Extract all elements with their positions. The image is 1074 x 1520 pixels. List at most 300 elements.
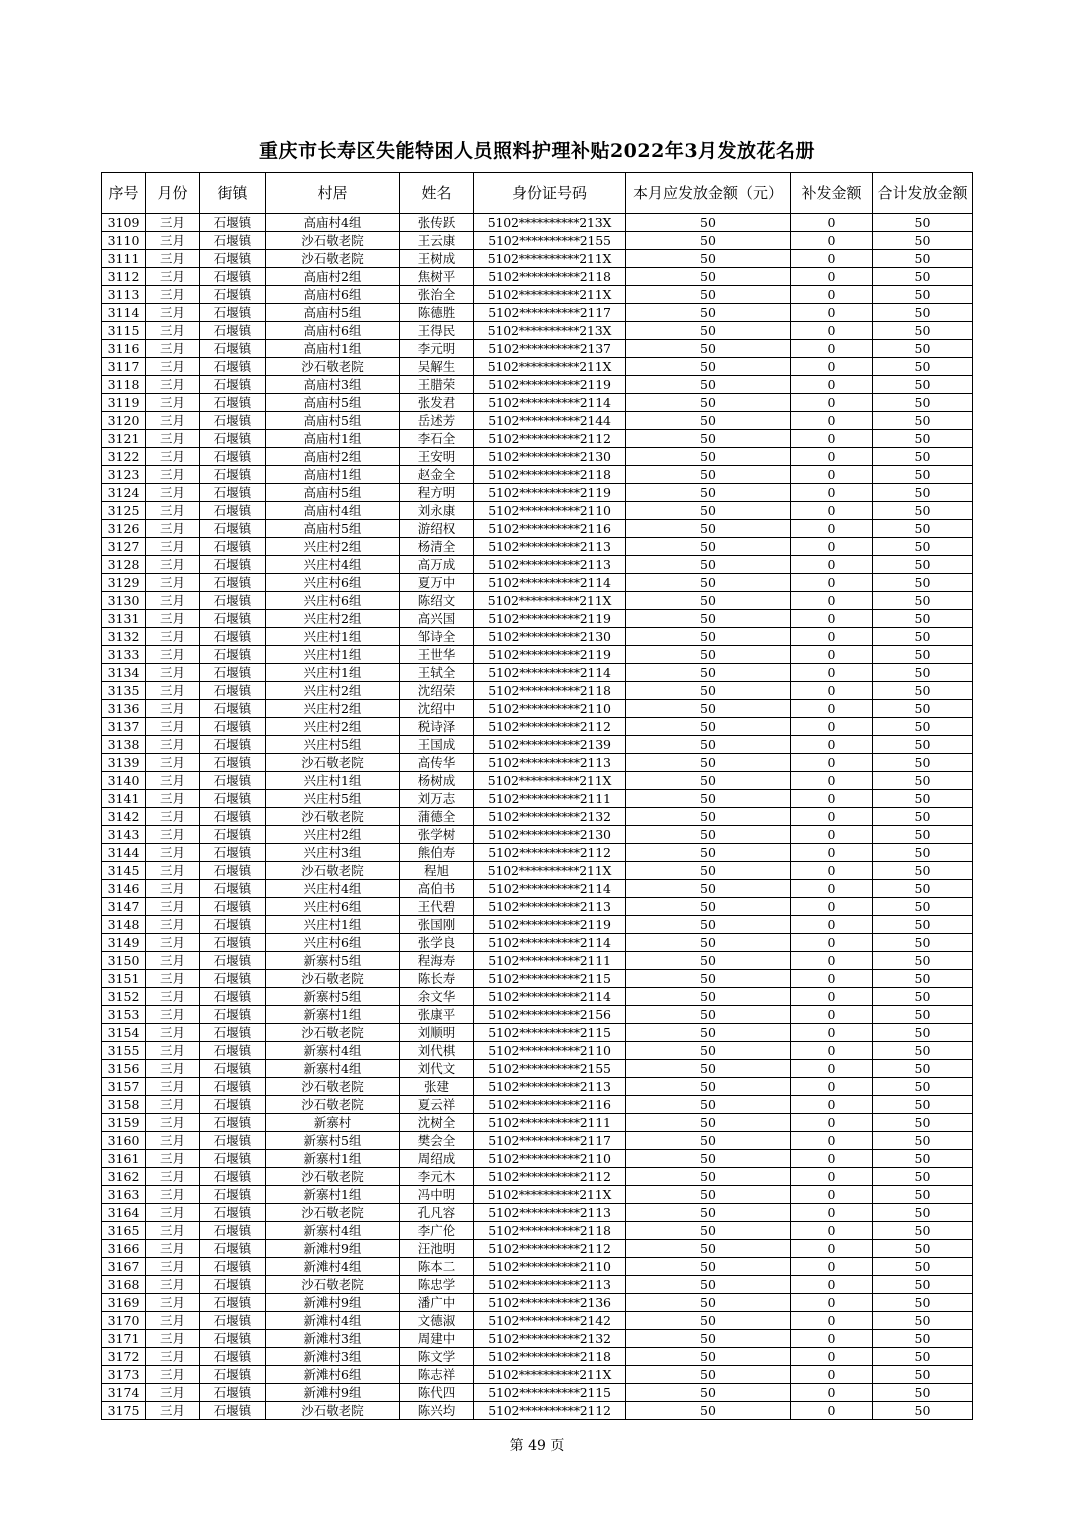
cell-supplement-amount: 0 xyxy=(791,1042,873,1060)
table-row xyxy=(102,1240,973,1258)
cell-monthly-amount: 50 xyxy=(626,466,791,484)
cell-supplement-amount: 0 xyxy=(791,502,873,520)
cell-town: 石堰镇 xyxy=(200,394,266,412)
cell-town: 石堰镇 xyxy=(200,736,266,754)
cell-town: 石堰镇 xyxy=(200,412,266,430)
cell-id-number: 5102**********2130 xyxy=(474,826,626,844)
cell-village: 沙石敬老院 xyxy=(266,1204,400,1222)
cell-name: 余文华 xyxy=(400,988,474,1006)
cell-village: 兴庄村6组 xyxy=(266,934,400,952)
cell-name: 李广伦 xyxy=(400,1222,474,1240)
cell-town: 石堰镇 xyxy=(200,1096,266,1114)
table-row xyxy=(102,1348,973,1366)
cell-id-number: 5102**********2111 xyxy=(474,790,626,808)
cell-total-amount: 50 xyxy=(873,412,973,430)
cell-supplement-amount: 0 xyxy=(791,556,873,574)
cell-name: 张发君 xyxy=(400,394,474,412)
cell-seq: 3173 xyxy=(102,1366,146,1384)
cell-total-amount: 50 xyxy=(873,1078,973,1096)
cell-month: 三月 xyxy=(146,664,200,682)
cell-total-amount: 50 xyxy=(873,1150,973,1168)
cell-supplement-amount: 0 xyxy=(791,1024,873,1042)
table-row xyxy=(102,538,973,556)
cell-town: 石堰镇 xyxy=(200,1078,266,1096)
header-monthly-amount: 本月应发放金额（元） xyxy=(626,173,791,214)
cell-monthly-amount: 50 xyxy=(626,844,791,862)
cell-name: 税诗泽 xyxy=(400,718,474,736)
cell-village: 新滩村9组 xyxy=(266,1294,400,1312)
cell-name: 夏万中 xyxy=(400,574,474,592)
cell-town: 石堰镇 xyxy=(200,1222,266,1240)
table-body xyxy=(102,214,973,1420)
cell-seq: 3127 xyxy=(102,538,146,556)
cell-name: 陈代四 xyxy=(400,1384,474,1402)
cell-seq: 3121 xyxy=(102,430,146,448)
cell-seq: 3111 xyxy=(102,250,146,268)
cell-supplement-amount: 0 xyxy=(791,1186,873,1204)
cell-town: 石堰镇 xyxy=(200,844,266,862)
cell-monthly-amount: 50 xyxy=(626,646,791,664)
cell-total-amount: 50 xyxy=(873,322,973,340)
cell-id-number: 5102**********2113 xyxy=(474,556,626,574)
cell-town: 石堰镇 xyxy=(200,1168,266,1186)
cell-seq: 3137 xyxy=(102,718,146,736)
cell-monthly-amount: 50 xyxy=(626,304,791,322)
cell-monthly-amount: 50 xyxy=(626,952,791,970)
cell-month: 三月 xyxy=(146,646,200,664)
cell-supplement-amount: 0 xyxy=(791,1402,873,1420)
cell-id-number: 5102**********2110 xyxy=(474,1258,626,1276)
cell-village: 沙石敬老院 xyxy=(266,1168,400,1186)
cell-total-amount: 50 xyxy=(873,232,973,250)
cell-village: 兴庄村5组 xyxy=(266,790,400,808)
cell-supplement-amount: 0 xyxy=(791,1366,873,1384)
cell-supplement-amount: 0 xyxy=(791,1384,873,1402)
cell-town: 石堰镇 xyxy=(200,304,266,322)
cell-town: 石堰镇 xyxy=(200,952,266,970)
cell-id-number: 5102**********2119 xyxy=(474,916,626,934)
cell-month: 三月 xyxy=(146,412,200,430)
cell-total-amount: 50 xyxy=(873,268,973,286)
cell-name: 李石全 xyxy=(400,430,474,448)
cell-village: 高庙村2组 xyxy=(266,268,400,286)
cell-village: 高庙村4组 xyxy=(266,214,400,232)
cell-monthly-amount: 50 xyxy=(626,628,791,646)
cell-village: 沙石敬老院 xyxy=(266,250,400,268)
cell-month: 三月 xyxy=(146,1060,200,1078)
cell-monthly-amount: 50 xyxy=(626,484,791,502)
cell-total-amount: 50 xyxy=(873,1294,973,1312)
cell-id-number: 5102**********2114 xyxy=(474,664,626,682)
cell-seq: 3118 xyxy=(102,376,146,394)
cell-village: 兴庄村6组 xyxy=(266,898,400,916)
cell-name: 王安明 xyxy=(400,448,474,466)
cell-town: 石堰镇 xyxy=(200,250,266,268)
cell-village: 新寨村4组 xyxy=(266,1042,400,1060)
cell-seq: 3158 xyxy=(102,1096,146,1114)
cell-monthly-amount: 50 xyxy=(626,394,791,412)
cell-name: 高兴国 xyxy=(400,610,474,628)
cell-supplement-amount: 0 xyxy=(791,1078,873,1096)
cell-name: 熊伯寿 xyxy=(400,844,474,862)
cell-total-amount: 50 xyxy=(873,736,973,754)
cell-month: 三月 xyxy=(146,1240,200,1258)
table-row xyxy=(102,988,973,1006)
cell-month: 三月 xyxy=(146,880,200,898)
cell-name: 张学良 xyxy=(400,934,474,952)
table-row xyxy=(102,214,973,232)
cell-monthly-amount: 50 xyxy=(626,1204,791,1222)
cell-monthly-amount: 50 xyxy=(626,412,791,430)
cell-seq: 3166 xyxy=(102,1240,146,1258)
cell-village: 新滩村3组 xyxy=(266,1330,400,1348)
cell-id-number: 5102**********2117 xyxy=(474,304,626,322)
cell-total-amount: 50 xyxy=(873,916,973,934)
table-row xyxy=(102,1222,973,1240)
cell-total-amount: 50 xyxy=(873,394,973,412)
cell-town: 石堰镇 xyxy=(200,358,266,376)
cell-supplement-amount: 0 xyxy=(791,322,873,340)
cell-town: 石堰镇 xyxy=(200,1204,266,1222)
cell-supplement-amount: 0 xyxy=(791,1348,873,1366)
cell-name: 邹诗全 xyxy=(400,628,474,646)
table-row xyxy=(102,286,973,304)
cell-id-number: 5102**********2113 xyxy=(474,1276,626,1294)
table-row xyxy=(102,412,973,430)
cell-month: 三月 xyxy=(146,250,200,268)
cell-town: 石堰镇 xyxy=(200,574,266,592)
cell-name: 陈德胜 xyxy=(400,304,474,322)
cell-seq: 3156 xyxy=(102,1060,146,1078)
cell-id-number: 5102**********2118 xyxy=(474,682,626,700)
cell-name: 王树成 xyxy=(400,250,474,268)
cell-month: 三月 xyxy=(146,592,200,610)
table-row xyxy=(102,1384,973,1402)
cell-seq: 3171 xyxy=(102,1330,146,1348)
cell-supplement-amount: 0 xyxy=(791,952,873,970)
cell-name: 沈树全 xyxy=(400,1114,474,1132)
cell-seq: 3170 xyxy=(102,1312,146,1330)
cell-supplement-amount: 0 xyxy=(791,1132,873,1150)
cell-seq: 3116 xyxy=(102,340,146,358)
cell-town: 石堰镇 xyxy=(200,826,266,844)
cell-total-amount: 50 xyxy=(873,286,973,304)
table-row xyxy=(102,664,973,682)
table-row xyxy=(102,736,973,754)
cell-village: 兴庄村6组 xyxy=(266,592,400,610)
cell-town: 石堰镇 xyxy=(200,268,266,286)
cell-seq: 3126 xyxy=(102,520,146,538)
cell-monthly-amount: 50 xyxy=(626,862,791,880)
cell-supplement-amount: 0 xyxy=(791,790,873,808)
table-row xyxy=(102,430,973,448)
cell-seq: 3163 xyxy=(102,1186,146,1204)
document-title: 重庆市长寿区失能特困人员照料护理补贴2022年3月发放花名册 xyxy=(258,140,816,162)
cell-month: 三月 xyxy=(146,502,200,520)
cell-monthly-amount: 50 xyxy=(626,322,791,340)
cell-name: 游绍权 xyxy=(400,520,474,538)
cell-supplement-amount: 0 xyxy=(791,340,873,358)
cell-monthly-amount: 50 xyxy=(626,232,791,250)
cell-name: 王世华 xyxy=(400,646,474,664)
cell-seq: 3160 xyxy=(102,1132,146,1150)
cell-month: 三月 xyxy=(146,1348,200,1366)
cell-total-amount: 50 xyxy=(873,808,973,826)
cell-town: 石堰镇 xyxy=(200,898,266,916)
cell-monthly-amount: 50 xyxy=(626,1384,791,1402)
cell-month: 三月 xyxy=(146,448,200,466)
table-row xyxy=(102,304,973,322)
cell-id-number: 5102**********211X xyxy=(474,772,626,790)
cell-town: 石堰镇 xyxy=(200,1312,266,1330)
cell-village: 高庙村2组 xyxy=(266,448,400,466)
cell-month: 三月 xyxy=(146,304,200,322)
cell-id-number: 5102**********211X xyxy=(474,592,626,610)
cell-id-number: 5102**********2110 xyxy=(474,700,626,718)
cell-id-number: 5102**********2130 xyxy=(474,448,626,466)
table-row xyxy=(102,862,973,880)
cell-month: 三月 xyxy=(146,232,200,250)
cell-monthly-amount: 50 xyxy=(626,538,791,556)
cell-id-number: 5102**********2110 xyxy=(474,1150,626,1168)
cell-id-number: 5102**********2114 xyxy=(474,394,626,412)
cell-town: 石堰镇 xyxy=(200,1024,266,1042)
cell-name: 潘广中 xyxy=(400,1294,474,1312)
cell-total-amount: 50 xyxy=(873,682,973,700)
cell-monthly-amount: 50 xyxy=(626,502,791,520)
cell-town: 石堰镇 xyxy=(200,484,266,502)
cell-total-amount: 50 xyxy=(873,1132,973,1150)
cell-village: 兴庄村1组 xyxy=(266,628,400,646)
cell-village: 兴庄村2组 xyxy=(266,610,400,628)
cell-supplement-amount: 0 xyxy=(791,430,873,448)
cell-total-amount: 50 xyxy=(873,250,973,268)
cell-monthly-amount: 50 xyxy=(626,808,791,826)
cell-month: 三月 xyxy=(146,322,200,340)
cell-id-number: 5102**********2119 xyxy=(474,484,626,502)
cell-village: 沙石敬老院 xyxy=(266,1276,400,1294)
cell-town: 石堰镇 xyxy=(200,1132,266,1150)
cell-name: 赵金全 xyxy=(400,466,474,484)
cell-monthly-amount: 50 xyxy=(626,610,791,628)
cell-monthly-amount: 50 xyxy=(626,268,791,286)
cell-month: 三月 xyxy=(146,1186,200,1204)
cell-village: 兴庄村1组 xyxy=(266,916,400,934)
cell-total-amount: 50 xyxy=(873,862,973,880)
table-row xyxy=(102,448,973,466)
table-row xyxy=(102,952,973,970)
cell-id-number: 5102**********2110 xyxy=(474,502,626,520)
cell-monthly-amount: 50 xyxy=(626,772,791,790)
cell-village: 兴庄村5组 xyxy=(266,736,400,754)
cell-supplement-amount: 0 xyxy=(791,1258,873,1276)
table-row xyxy=(102,1402,973,1420)
cell-month: 三月 xyxy=(146,268,200,286)
cell-total-amount: 50 xyxy=(873,610,973,628)
cell-total-amount: 50 xyxy=(873,574,973,592)
cell-supplement-amount: 0 xyxy=(791,916,873,934)
cell-supplement-amount: 0 xyxy=(791,250,873,268)
table-row xyxy=(102,1132,973,1150)
cell-id-number: 5102**********2116 xyxy=(474,1096,626,1114)
cell-seq: 3129 xyxy=(102,574,146,592)
cell-month: 三月 xyxy=(146,790,200,808)
cell-month: 三月 xyxy=(146,484,200,502)
cell-total-amount: 50 xyxy=(873,988,973,1006)
cell-seq: 3150 xyxy=(102,952,146,970)
cell-month: 三月 xyxy=(146,952,200,970)
cell-id-number: 5102**********2117 xyxy=(474,1132,626,1150)
cell-month: 三月 xyxy=(146,574,200,592)
cell-seq: 3125 xyxy=(102,502,146,520)
cell-id-number: 5102**********2112 xyxy=(474,1240,626,1258)
cell-total-amount: 50 xyxy=(873,376,973,394)
cell-id-number: 5102**********2118 xyxy=(474,1348,626,1366)
cell-supplement-amount: 0 xyxy=(791,394,873,412)
cell-village: 新寨村 xyxy=(266,1114,400,1132)
cell-month: 三月 xyxy=(146,1384,200,1402)
cell-total-amount: 50 xyxy=(873,1330,973,1348)
cell-seq: 3128 xyxy=(102,556,146,574)
cell-total-amount: 50 xyxy=(873,1384,973,1402)
cell-village: 新滩村6组 xyxy=(266,1366,400,1384)
table-row xyxy=(102,754,973,772)
cell-town: 石堰镇 xyxy=(200,1348,266,1366)
cell-seq: 3175 xyxy=(102,1402,146,1420)
cell-id-number: 5102**********211X xyxy=(474,1186,626,1204)
cell-town: 石堰镇 xyxy=(200,880,266,898)
header-town: 街镇 xyxy=(200,173,266,214)
cell-month: 三月 xyxy=(146,1222,200,1240)
cell-village: 沙石敬老院 xyxy=(266,1096,400,1114)
cell-supplement-amount: 0 xyxy=(791,538,873,556)
cell-town: 石堰镇 xyxy=(200,1294,266,1312)
table-row xyxy=(102,1114,973,1132)
cell-name: 高传华 xyxy=(400,754,474,772)
cell-seq: 3119 xyxy=(102,394,146,412)
cell-seq: 3151 xyxy=(102,970,146,988)
cell-town: 石堰镇 xyxy=(200,1042,266,1060)
cell-id-number: 5102**********2119 xyxy=(474,646,626,664)
table-row xyxy=(102,718,973,736)
cell-town: 石堰镇 xyxy=(200,970,266,988)
cell-town: 石堰镇 xyxy=(200,862,266,880)
cell-supplement-amount: 0 xyxy=(791,862,873,880)
cell-monthly-amount: 50 xyxy=(626,826,791,844)
cell-id-number: 5102**********2142 xyxy=(474,1312,626,1330)
cell-monthly-amount: 50 xyxy=(626,718,791,736)
cell-village: 沙石敬老院 xyxy=(266,1078,400,1096)
cell-seq: 3134 xyxy=(102,664,146,682)
cell-total-amount: 50 xyxy=(873,1168,973,1186)
cell-month: 三月 xyxy=(146,628,200,646)
cell-monthly-amount: 50 xyxy=(626,1330,791,1348)
cell-total-amount: 50 xyxy=(873,646,973,664)
cell-seq: 3115 xyxy=(102,322,146,340)
cell-month: 三月 xyxy=(146,340,200,358)
cell-month: 三月 xyxy=(146,1204,200,1222)
cell-village: 高庙村1组 xyxy=(266,430,400,448)
cell-month: 三月 xyxy=(146,286,200,304)
table-row xyxy=(102,1366,973,1384)
cell-seq: 3157 xyxy=(102,1078,146,1096)
cell-id-number: 5102**********213X xyxy=(474,214,626,232)
cell-month: 三月 xyxy=(146,1078,200,1096)
cell-village: 高庙村4组 xyxy=(266,502,400,520)
cell-village: 沙石敬老院 xyxy=(266,232,400,250)
cell-month: 三月 xyxy=(146,1366,200,1384)
cell-village: 新寨村5组 xyxy=(266,952,400,970)
cell-seq: 3113 xyxy=(102,286,146,304)
cell-name: 程海寿 xyxy=(400,952,474,970)
cell-month: 三月 xyxy=(146,1042,200,1060)
cell-town: 石堰镇 xyxy=(200,1240,266,1258)
cell-town: 石堰镇 xyxy=(200,1402,266,1420)
cell-monthly-amount: 50 xyxy=(626,1312,791,1330)
cell-supplement-amount: 0 xyxy=(791,304,873,322)
cell-supplement-amount: 0 xyxy=(791,286,873,304)
cell-name: 陈本二 xyxy=(400,1258,474,1276)
cell-town: 石堰镇 xyxy=(200,988,266,1006)
cell-name: 孔凡容 xyxy=(400,1204,474,1222)
cell-seq: 3112 xyxy=(102,268,146,286)
cell-monthly-amount: 50 xyxy=(626,1024,791,1042)
table-row xyxy=(102,574,973,592)
cell-village: 新滩村4组 xyxy=(266,1258,400,1276)
table-row xyxy=(102,268,973,286)
cell-total-amount: 50 xyxy=(873,466,973,484)
cell-town: 石堰镇 xyxy=(200,376,266,394)
cell-name: 高伯书 xyxy=(400,880,474,898)
cell-supplement-amount: 0 xyxy=(791,1312,873,1330)
cell-seq: 3123 xyxy=(102,466,146,484)
cell-seq: 3109 xyxy=(102,214,146,232)
cell-town: 石堰镇 xyxy=(200,214,266,232)
cell-supplement-amount: 0 xyxy=(791,592,873,610)
cell-town: 石堰镇 xyxy=(200,1384,266,1402)
cell-monthly-amount: 50 xyxy=(626,1042,791,1060)
cell-supplement-amount: 0 xyxy=(791,880,873,898)
cell-id-number: 5102**********2155 xyxy=(474,1060,626,1078)
cell-id-number: 5102**********2136 xyxy=(474,1294,626,1312)
cell-seq: 3165 xyxy=(102,1222,146,1240)
cell-supplement-amount: 0 xyxy=(791,1294,873,1312)
cell-id-number: 5102**********2139 xyxy=(474,736,626,754)
cell-id-number: 5102**********2112 xyxy=(474,1168,626,1186)
cell-name: 文德淑 xyxy=(400,1312,474,1330)
cell-village: 新寨村1组 xyxy=(266,1006,400,1024)
cell-name: 张传跃 xyxy=(400,214,474,232)
cell-village: 高庙村3组 xyxy=(266,376,400,394)
cell-village: 新寨村4组 xyxy=(266,1060,400,1078)
cell-town: 石堰镇 xyxy=(200,718,266,736)
cell-total-amount: 50 xyxy=(873,1186,973,1204)
cell-name: 张建 xyxy=(400,1078,474,1096)
cell-town: 石堰镇 xyxy=(200,1186,266,1204)
table-row xyxy=(102,790,973,808)
table-row xyxy=(102,1294,973,1312)
cell-seq: 3161 xyxy=(102,1150,146,1168)
cell-supplement-amount: 0 xyxy=(791,520,873,538)
table-row xyxy=(102,340,973,358)
cell-id-number: 5102**********2113 xyxy=(474,538,626,556)
cell-id-number: 5102**********2113 xyxy=(474,754,626,772)
cell-monthly-amount: 50 xyxy=(626,358,791,376)
cell-total-amount: 50 xyxy=(873,304,973,322)
table-row xyxy=(102,1096,973,1114)
cell-month: 三月 xyxy=(146,430,200,448)
cell-supplement-amount: 0 xyxy=(791,358,873,376)
